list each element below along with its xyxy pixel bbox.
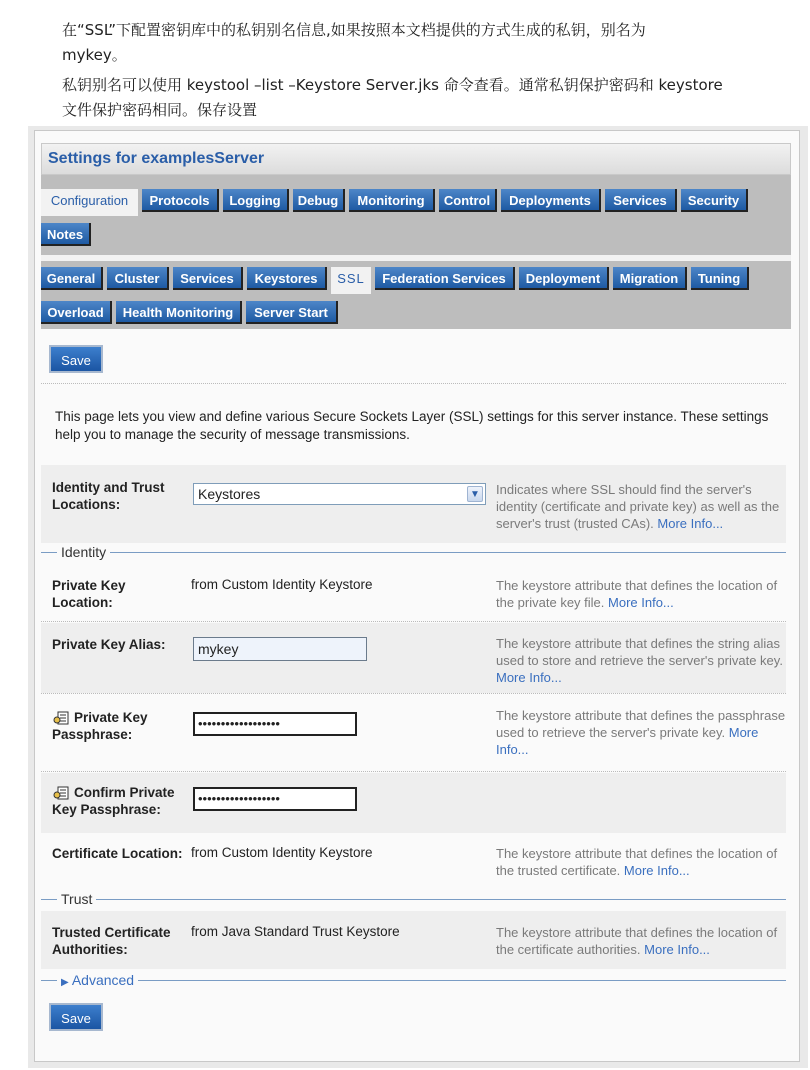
divider [41,383,786,384]
tab-notes[interactable]: Notes [41,223,91,246]
help-certificate-location [496,845,786,879]
section-title-trust: Trust [57,891,96,907]
confirm-passphrase-input[interactable]: •••••••••••••••••• [193,787,357,811]
label-private-key-location: Private Key Location: [52,578,126,610]
subtab-overload[interactable]: Overload [41,301,112,324]
advanced-toggle[interactable] [57,972,138,988]
tab-configuration[interactable]: Configuration [41,189,138,216]
doc-line: 私钥别名可以使用 keystool –list –Keystore Server.jks 命令查看。通常私钥保护密码和 keystore [62,76,723,94]
label-private-key-alias: Private Key Alias: [52,637,166,652]
save-button-bottom[interactable]: Save [49,1003,103,1031]
label-trusted-cas: Trusted Certificate Authorities: [52,925,171,957]
section-trust [41,891,786,907]
tab-monitoring[interactable]: Monitoring [349,189,435,212]
subtab-server-start[interactable]: Server Start [246,301,338,324]
admin-console-panel [34,130,800,1062]
tab-control[interactable]: Control [439,189,497,212]
value-trusted-cas: from Java Standard Trust Keystore [191,924,400,939]
subtab-general[interactable]: General [41,267,103,290]
row-identity-trust-locations [41,465,786,543]
tab-protocols[interactable]: Protocols [142,189,219,212]
more-info-link[interactable]: More Info... [496,725,759,757]
section-title-advanced: Advanced [71,972,135,988]
help-private-key-location [496,577,786,611]
help-private-key-passphrase [496,707,786,758]
sub-tab-bar [41,255,791,329]
divider [41,621,786,622]
doc-paragraph-1 [62,18,797,68]
label-identity-trust-locations: Identity and Trust Locations: [52,480,165,512]
subtab-migration[interactable]: Migration [613,267,687,290]
more-info-link[interactable]: More Info... [644,942,710,957]
divider [41,771,786,772]
subtab-services[interactable]: Services [173,267,243,290]
tab-security[interactable]: Security [681,189,748,212]
save-button-top[interactable]: Save [49,345,103,373]
tab-services[interactable]: Services [605,189,677,212]
help-text: The keystore attribute that defines the location of the trusted certificate. [496,846,778,878]
section-identity [41,544,786,560]
help-text: The keystore attribute that defines the location of the certificate authorities. [496,925,778,957]
label-confirm-passphrase: Confirm Private Key Passphrase: [52,785,175,817]
row-private-key-location [41,565,786,621]
help-text: The keystore attribute that defines the location of the private key file. [496,578,778,610]
section-line [41,899,786,900]
tab-deployments[interactable]: Deployments [501,189,601,212]
chevron-down-icon[interactable]: ▼ [467,486,483,502]
subtab-health-monitoring[interactable]: Health Monitoring [116,301,242,324]
row-private-key-alias [41,623,786,693]
tab-debug[interactable]: Debug [293,189,345,212]
doc-line: 在“SSL”下配置密钥库中的私钥别名信息,如果按照本文档提供的方式生成的私钥，别名为 [62,21,646,39]
subtab-keystores[interactable]: Keystores [247,267,327,290]
page-description: This page lets you view and define various Secure Sockets Layer (SSL) settings for this server instance. These settings help you to manage the security of message transmissions. [55,409,769,442]
tab-divider [41,255,791,261]
more-info-link[interactable]: More Info... [657,516,724,531]
top-tab-bar [41,175,791,255]
private-key-passphrase-input[interactable]: •••••••••••••••••• [193,712,357,736]
label-certificate-location: Certificate Location: [52,846,183,861]
subtab-federation-services[interactable]: Federation Services [375,267,515,290]
help-text: The keystore attribute that defines the passphrase used to retrieve the server's private key. [496,708,786,740]
identity-trust-select[interactable] [193,483,486,505]
tab-logging[interactable]: Logging [223,189,289,212]
more-info-link[interactable]: More Info... [496,670,562,685]
section-line [41,552,786,553]
doc-line: 文件保护密码相同。保存设置 [62,101,258,119]
subtab-cluster[interactable]: Cluster [107,267,169,290]
row-trusted-cas [41,911,786,969]
help-text: Indicates where SSL should find the server's identity (certificate and private key) as well as the server's trust (trusted CAs). [496,482,780,531]
expand-arrow-icon[interactable]: ▶ [61,977,69,988]
doc-paragraph-2 [62,73,797,123]
subtab-ssl[interactable]: SSL [331,267,371,294]
section-line [41,980,786,981]
subtab-tuning[interactable]: Tuning [691,267,749,290]
section-advanced[interactable] [41,972,786,988]
row-confirm-passphrase [41,773,786,833]
subtab-deployment[interactable]: Deployment [519,267,609,290]
row-certificate-location [41,833,786,889]
select-value: Keystores [198,486,261,502]
more-info-link[interactable]: More Info... [608,595,674,610]
help-trusted-cas [496,924,786,958]
label-private-key-passphrase: Private Key Passphrase: [52,710,148,742]
value-private-key-location: from Custom Identity Keystore [191,577,373,592]
help-private-key-alias [496,635,786,686]
more-info-link[interactable]: More Info... [623,863,690,878]
help-identity-trust [496,481,786,532]
doc-line: mykey。 [62,46,127,64]
row-private-key-passphrase [41,695,786,771]
divider [41,693,786,694]
value-certificate-location: from Custom Identity Keystore [191,845,373,860]
section-title-identity: Identity [57,544,110,560]
private-key-alias-input[interactable]: mykey [193,637,367,661]
page-title: Settings for examplesServer [41,143,791,175]
help-text: The keystore attribute that defines the string alias used to store and retrieve the server's private key. [496,636,783,668]
